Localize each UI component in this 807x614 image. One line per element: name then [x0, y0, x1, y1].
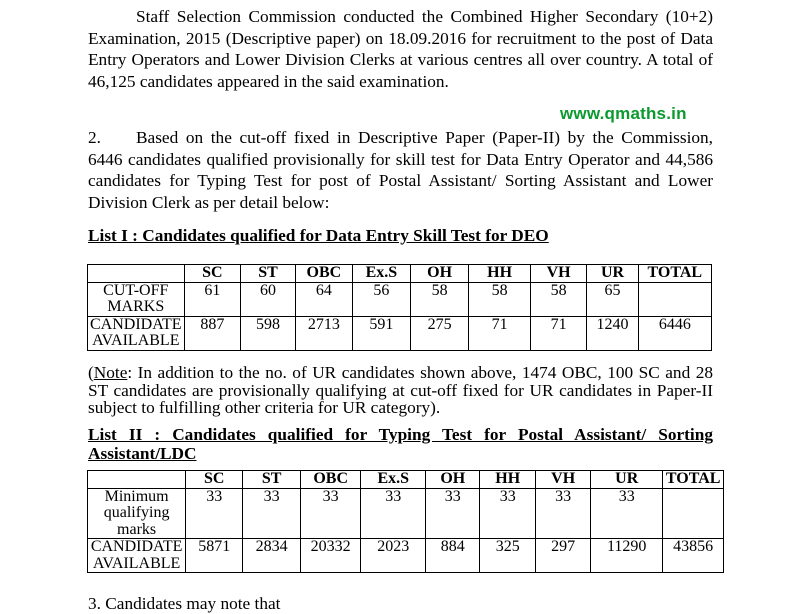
list1-value-cell: 65 — [587, 282, 638, 316]
list1-header-cell: TOTAL — [638, 265, 711, 283]
list1-value-cell: 2713 — [295, 316, 352, 350]
list1-value-cell: 58 — [530, 282, 587, 316]
list1-value-cell: 61 — [184, 282, 241, 316]
list2-value-cell: 43856 — [663, 539, 724, 573]
list2-value-cell: 20332 — [301, 539, 361, 573]
list2-value-cell: 33 — [243, 488, 301, 539]
list1-header-cell: OBC — [295, 265, 352, 283]
paragraph-intro: Staff Selection Commission conducted the Combined Higher Secondary (10+2) Examination, 2015 (Descriptive paper) on 18.09.2016 for recruitment to the post of Data Entry Operators and Lower Division Clerks at various centres all over country. A total of 46,125 candidates appeared in the said examination. — [88, 7, 713, 92]
list2-heading: List II : Candidates qualified for Typing Test for Postal Assistant/ Sorting Assistant/LDC — [88, 425, 713, 463]
list2-value-cell: 5871 — [186, 539, 243, 573]
list1-header-cell: UR — [587, 265, 638, 283]
list2-value-cell: 2023 — [361, 539, 426, 573]
list2-value-cell: 33 — [426, 488, 480, 539]
list1-header-cell: SC — [184, 265, 241, 283]
list1-header-cell: HH — [469, 265, 530, 283]
list2-row-label: CANDIDATE AVAILABLE — [88, 539, 186, 573]
list1-header-cell: VH — [530, 265, 587, 283]
note-text: : In addition to the no. of UR candidates shown above, 1474 OBC, 100 SC and 28 ST candidates are provisionally qualifying at cut-off fixed for UR candidates in Paper-II subject to fulfilling other criteria for UR category). — [88, 363, 713, 417]
list2-table-row — [88, 488, 724, 539]
list2-value-cell: 11290 — [591, 539, 663, 573]
list1-header-cell: ST — [241, 265, 296, 283]
list2-value-cell: 325 — [480, 539, 536, 573]
list2-value-cell: 33 — [186, 488, 243, 539]
list2-header-cell: HH — [480, 471, 536, 489]
list1-header-row — [88, 265, 712, 283]
list2-header-cell: OH — [426, 471, 480, 489]
list2-value-cell: 884 — [426, 539, 480, 573]
note-paragraph: (Note: In addition to the no. of UR candidates shown above, 1474 OBC, 100 SC and 28 ST candidates are provisionally qualifying at cut-off fixed for UR candidates in Paper-II subject to fulfilling other criteria for UR category). — [88, 363, 713, 417]
list1-row-label: CANDIDATE AVAILABLE — [88, 316, 185, 350]
list2-header-cell: VH — [536, 471, 591, 489]
list2-value-cell — [663, 488, 724, 539]
list1-value-cell: 58 — [410, 282, 469, 316]
list1-value-cell: 1240 — [587, 316, 638, 350]
list2-header-cell: TOTAL — [663, 471, 724, 489]
list2-table-row — [88, 539, 724, 573]
list2-header-cell: OBC — [301, 471, 361, 489]
list1-value-cell: 58 — [469, 282, 530, 316]
list1-value-cell: 64 — [295, 282, 352, 316]
watermark-url: www.qmaths.in — [560, 104, 687, 123]
list2-value-cell: 33 — [361, 488, 426, 539]
list2-header-cell: SC — [186, 471, 243, 489]
list1-heading: List I : Candidates qualified for Data Entry Skill Test for DEO — [88, 226, 549, 245]
list2-header-cell — [88, 471, 186, 489]
list2-value-cell: 33 — [591, 488, 663, 539]
list1-header-cell: Ex.S — [352, 265, 410, 283]
list2-value-cell: 33 — [536, 488, 591, 539]
list2-header-cell: ST — [243, 471, 301, 489]
list2-value-cell: 33 — [301, 488, 361, 539]
list2-table — [87, 470, 724, 573]
list2-value-cell: 33 — [480, 488, 536, 539]
list2-value-cell: 2834 — [243, 539, 301, 573]
list1-value-cell — [638, 282, 711, 316]
list2-header-cell: UR — [591, 471, 663, 489]
list1-value-cell: 71 — [469, 316, 530, 350]
list1-header-cell: OH — [410, 265, 469, 283]
list1-value-cell: 60 — [241, 282, 296, 316]
list2-header-row — [88, 471, 724, 489]
list2-value-cell: 297 — [536, 539, 591, 573]
list1-table-row — [88, 282, 712, 316]
list1-table-row — [88, 316, 712, 350]
list1-value-cell: 6446 — [638, 316, 711, 350]
list2-header-cell: Ex.S — [361, 471, 426, 489]
note-lead: Note — [93, 363, 128, 382]
list1-row-label: CUT-OFF MARKS — [88, 282, 185, 316]
list1-value-cell: 591 — [352, 316, 410, 350]
list1-value-cell: 598 — [241, 316, 296, 350]
paragraph-cutoff-text: Based on the cut-off fixed in Descriptive Paper (Paper-II) by the Commission, 6446 candidates qualified provisionally for skill test for Data Entry Operator and 44,586 candidates for Typing Test for post of Postal Assistant/ Sorting Assistant and Lower Division Clerk as per detail below: — [88, 128, 713, 213]
paragraph-candidates-note: 3. Candidates may note that — [88, 594, 281, 613]
paragraph-cutoff — [88, 127, 713, 214]
list1-value-cell: 71 — [530, 316, 587, 350]
list2-row-label: Minimum qualifying marks — [88, 488, 186, 539]
list1-table — [87, 264, 712, 351]
paragraph-number: 2. — [88, 128, 101, 147]
list1-value-cell: 887 — [184, 316, 241, 350]
list1-header-cell — [88, 265, 185, 283]
list1-value-cell: 56 — [352, 282, 410, 316]
list1-value-cell: 275 — [410, 316, 469, 350]
